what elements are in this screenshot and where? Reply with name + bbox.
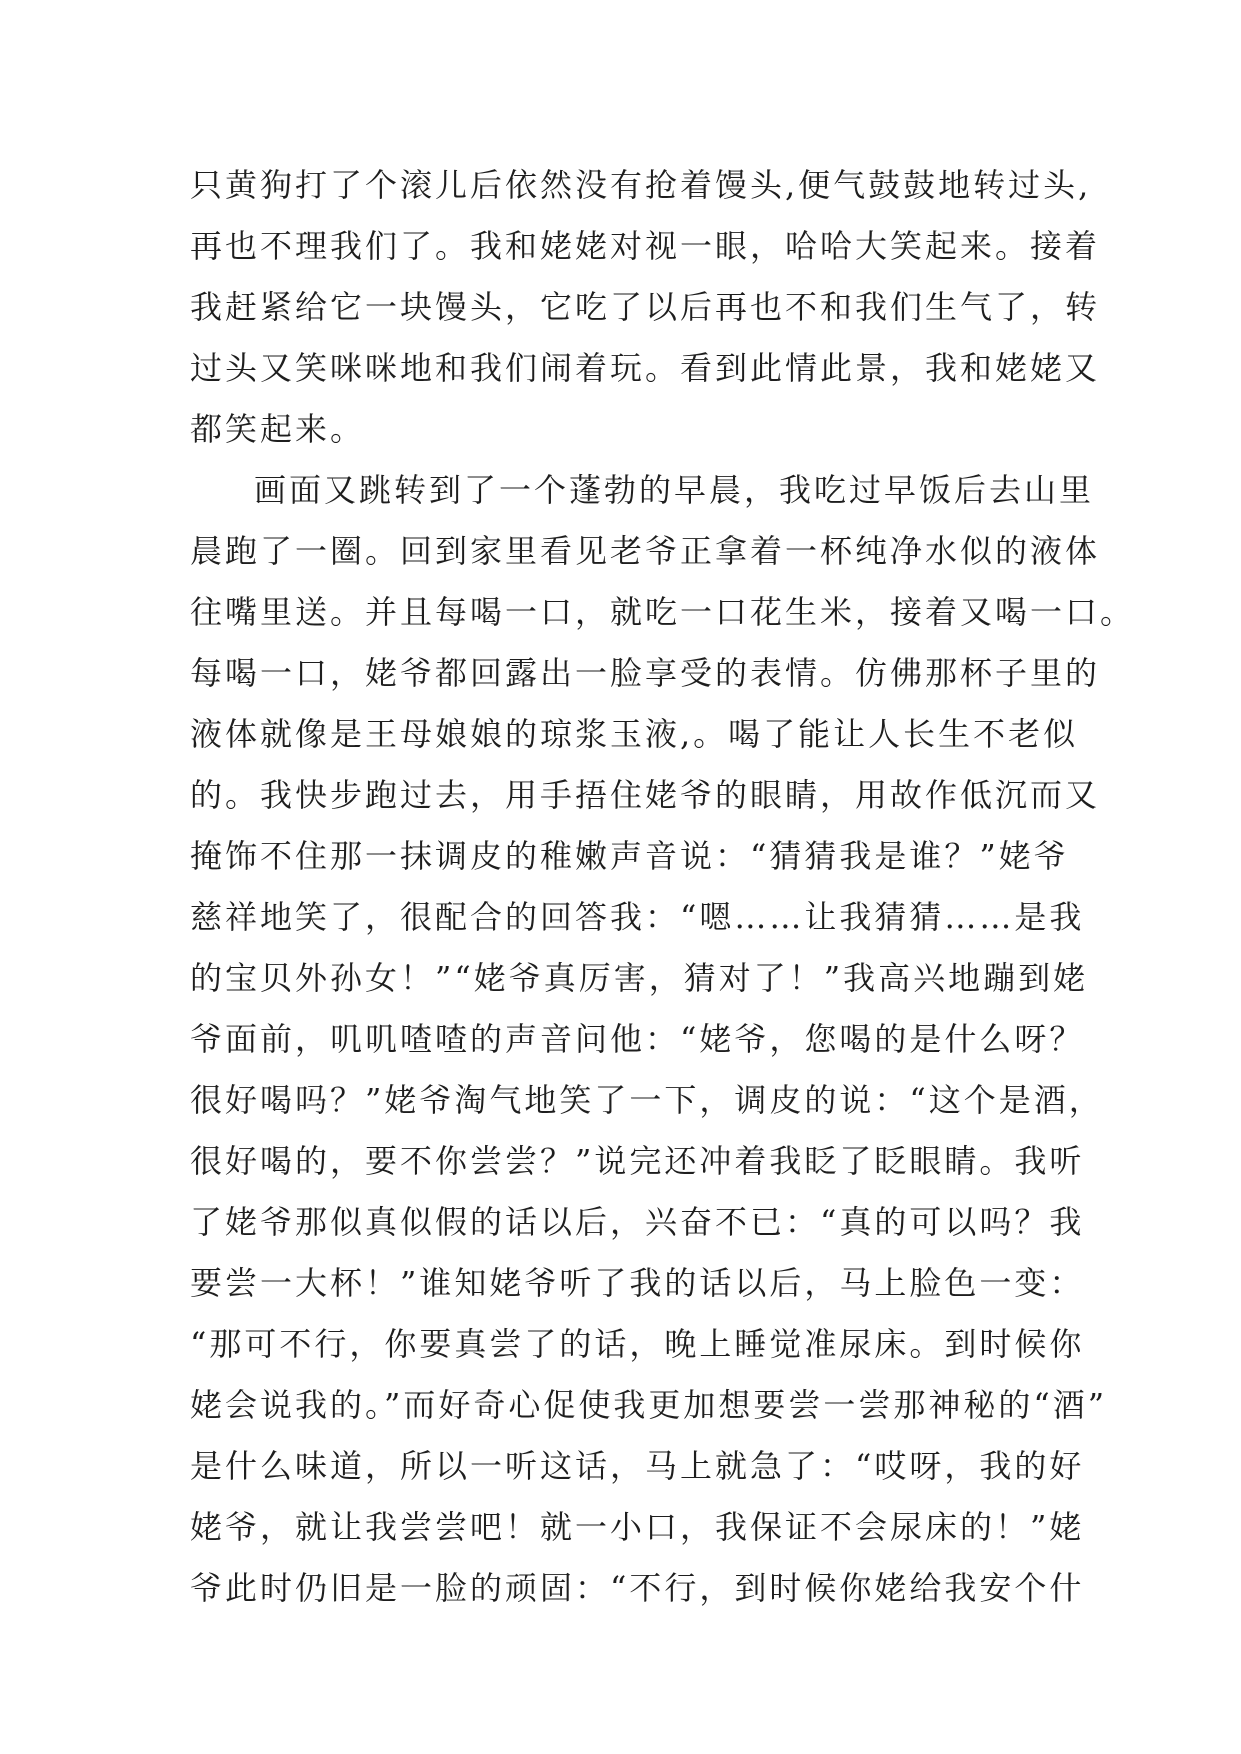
text-line: 很好喝的，要不你尝尝？”说完还冲着我眨了眨眼睛。我听 bbox=[190, 1142, 1085, 1180]
body-text bbox=[190, 155, 1136, 1619]
text-line: 慈祥地笑了，很配合的回答我：“嗯……让我猜猜……是我 bbox=[190, 898, 1085, 936]
text-line: 过头又笑咪咪地和我们闹着玩。看到此情此景，我和姥姥又 bbox=[190, 349, 1101, 387]
text-line: 姥会说我的。”而好奇心促使我更加想要尝一尝那神秘的“酒” bbox=[190, 1386, 1108, 1424]
text-line: 爷面前，叽叽喳喳的声音问他：“姥爷，您喝的是什么呀？ bbox=[190, 1020, 1085, 1058]
text-line: 的。我快步跑过去，用手捂住姥爷的眼睛，用故作低沉而又 bbox=[190, 776, 1101, 814]
text-line: 掩饰不住那一抹调皮的稚嫩声音说：“猜猜我是谁？”姥爷 bbox=[190, 837, 1069, 875]
text-line: 要尝一大杯！”谁知姥爷听了我的话以后，马上脸色一变： bbox=[190, 1264, 1085, 1302]
text-line: 往嘴里送。并且每喝一口，就吃一口花生米，接着又喝一口。 bbox=[190, 593, 1136, 631]
text-line: 爷此时仍旧是一脸的顽固：“不行，到时候你姥给我安个什 bbox=[190, 1569, 1085, 1607]
text-line: 是什么味道，所以一听这话，马上就急了：“哎呀，我的好 bbox=[190, 1447, 1085, 1485]
paragraph-start-line: 画面又跳转到了一个蓬勃的早晨，我吃过早饭后去山里 bbox=[254, 471, 1095, 509]
text-line: 都笑起来。 bbox=[190, 410, 366, 448]
text-line: 液体就像是王母娘娘的琼浆玉液,。喝了能让人长生不老似 bbox=[190, 715, 1079, 753]
text-line: 很好喝吗？”姥爷淘气地笑了一下，调皮的说：“这个是酒， bbox=[190, 1081, 1104, 1119]
text-line: 再也不理我们了。我和姥姥对视一眼，哈哈大笑起来。接着 bbox=[190, 227, 1101, 265]
text-line: 只黄狗打了个滚儿后依然没有抢着馒头,便气鼓鼓地转过头, bbox=[190, 166, 1092, 204]
text-line: 我赶紧给它一块馒头，它吃了以后再也不和我们生气了，转 bbox=[190, 288, 1101, 326]
text-line: 的宝贝外孙女！”“姥爷真厉害，猜对了！”我高兴地蹦到姥 bbox=[190, 959, 1089, 997]
text-line: 了姥爷那似真似假的话以后，兴奋不已：“真的可以吗？我 bbox=[190, 1203, 1085, 1241]
text-line: 姥爷，就让我尝尝吧！就一小口，我保证不会尿床的！”姥 bbox=[190, 1508, 1085, 1546]
text-line: 每喝一口，姥爷都回露出一脸享受的表情。仿佛那杯子里的 bbox=[190, 654, 1101, 692]
text-line: 晨跑了一圈。回到家里看见老爷正拿着一杯纯净水似的液体 bbox=[190, 532, 1101, 570]
text-line: “那可不行，你要真尝了的话，晚上睡觉准尿床。到时候你 bbox=[190, 1325, 1085, 1363]
